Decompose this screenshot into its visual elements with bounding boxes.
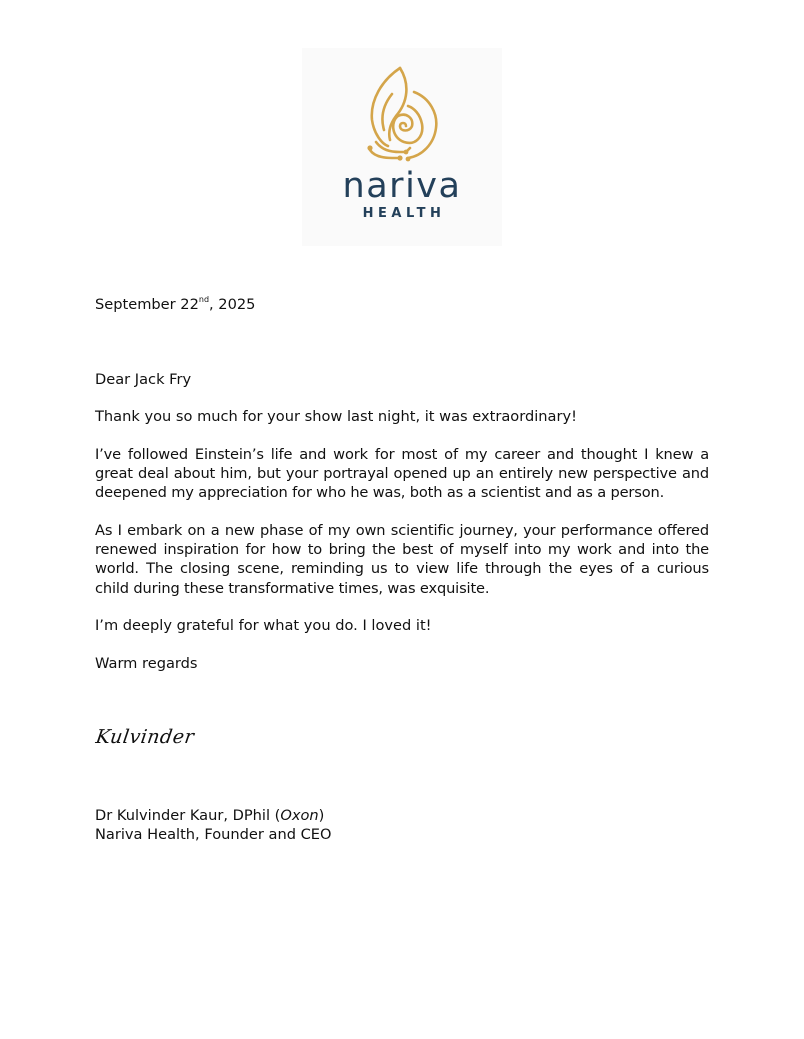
body-paragraph: I’m deeply grateful for what you do. I loved it! xyxy=(95,617,432,634)
handwritten-signature: Kulvinder xyxy=(94,726,196,748)
date-ordinal: nd xyxy=(198,295,210,304)
closing: Warm regards xyxy=(95,655,198,672)
signer-name-italic: Oxon xyxy=(280,807,319,824)
body-paragraph: As I embark on a new phase of my own scientific journey, your performance offered renewed inspiration for how to bring the best of myself into my work and into the world. The closing scene, reminding us to view life through the eyes of a curious child during these transformative times, was exquisite. xyxy=(95,522,709,597)
body-paragraph: Thank you so much for your show last night, it was extraordinary! xyxy=(95,408,577,425)
logo-wordmark: nariva xyxy=(342,166,462,206)
signer-title: Nariva Health, Founder and CEO xyxy=(95,826,332,843)
signer-name xyxy=(95,806,709,825)
leaf-spiral-circuit-icon xyxy=(362,64,444,168)
signer-name-suffix: ) xyxy=(318,807,325,824)
company-logo xyxy=(302,48,502,246)
date-year: , 2025 xyxy=(209,296,256,313)
date-month-day: September 22 xyxy=(95,296,199,313)
salutation: Dear Jack Fry xyxy=(95,371,192,388)
signer-name-prefix: Dr Kulvinder Kaur, DPhil ( xyxy=(95,807,281,824)
body-paragraph: I’ve followed Einstein’s life and work for most of my career and thought I knew a great deal about him, but your portrayal opened up an entirely new perspective and deepened my appreciation for who he was, both as a scientist and as a person. xyxy=(95,446,709,502)
logo-subword: HEALTH xyxy=(362,206,446,221)
letter-date xyxy=(95,295,709,314)
